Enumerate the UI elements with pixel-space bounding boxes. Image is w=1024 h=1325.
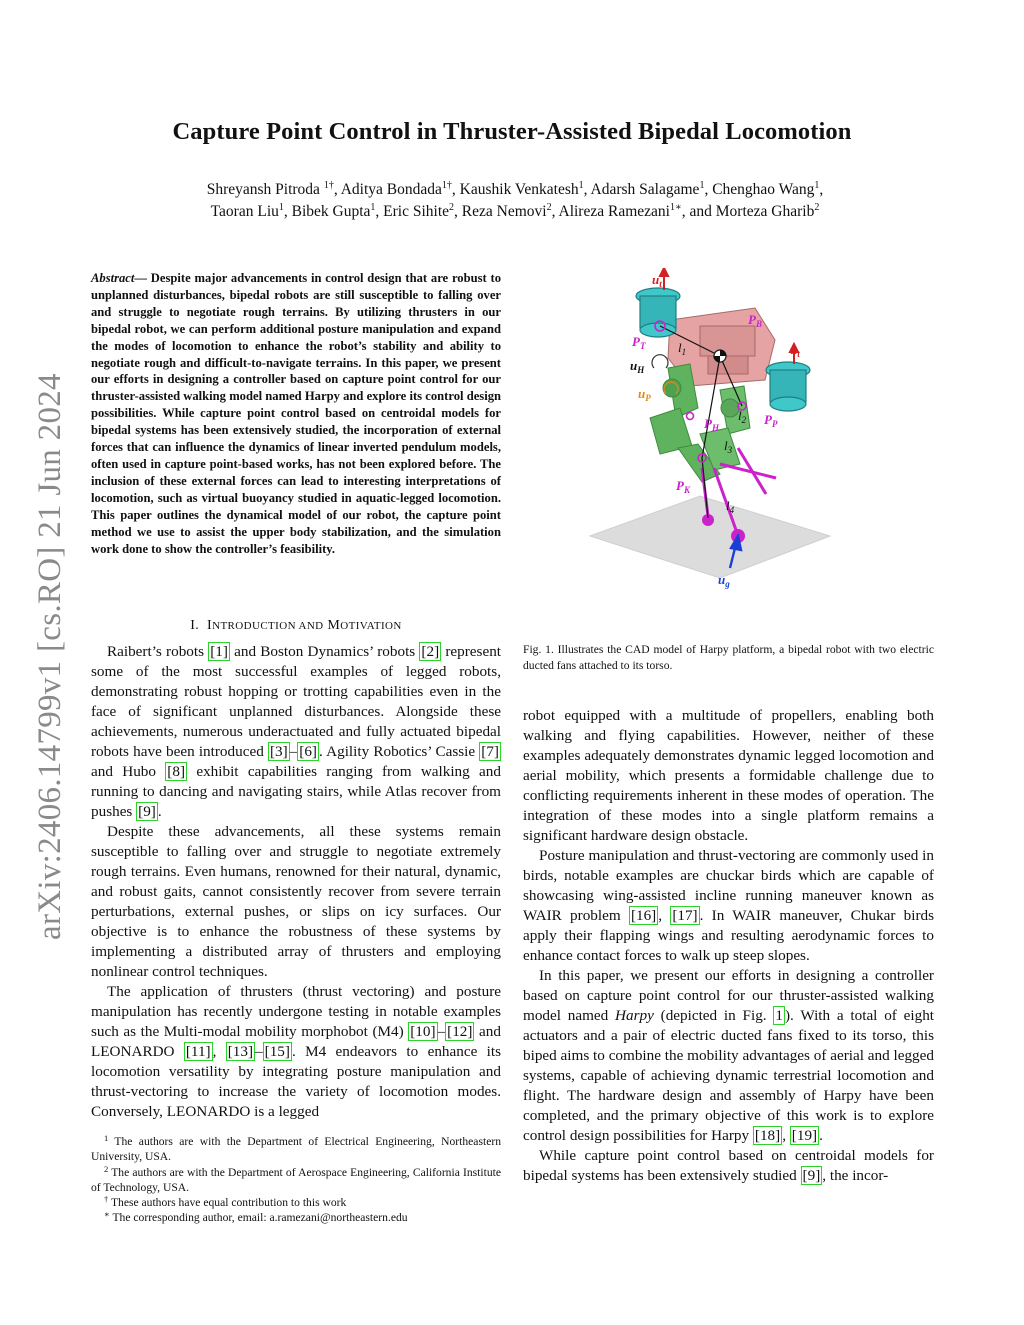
footnote: $^2$ The authors are with the Department of Aerospace Engineering, California Institute of Technology, USA. [91, 1163, 501, 1194]
author: Taoran Liu [210, 203, 279, 220]
author: Kaushik Venkatesh [459, 181, 579, 198]
paragraph: Posture manipulation and thrust-vectoring are commonly used in birds, notable examples are chuckar birds which are capable of showcasing wing-assisted incline running maneuver known as WAIR problem [16] , [17] . In WAIR maneuver, Chukar birds apply their flapping wings and resulting aerodynamic forces to enhance contact forces to walk up steep slopes. [523, 847, 935, 964]
author: Chenghao Wang [712, 181, 815, 198]
label-uh: $u_H$ [630, 358, 645, 375]
author: Bibek Gupta [291, 203, 371, 220]
left-column-body [91, 642, 501, 1122]
citation-link[interactable]: [18] [754, 1127, 781, 1144]
citation-link[interactable]: [10] [410, 1023, 436, 1040]
arxiv-stamp: arXiv:2406.14799v1 [cs.RO] 21 Jun 2024 [32, 373, 68, 940]
paragraph: While capture point control based on centroidal models for bipedal systems has been extensively studied [9] , the incor- [523, 1147, 934, 1184]
citation-link[interactable]: [11] [185, 1043, 211, 1060]
author-list: Shreyansh Pitroda $^{1\dagger}$, Aditya Bondada$^{1\dagger}$, Kaushik Venkatesh$^1$, Adarsh Salagame$^1$, Chenghao Wang$^1$, Taoran Liu$^1$, Bibek Gupta$^1$, Eric Sihite$^2$, Reza Nemovi$^2$, Alireza Ramezani$^{1∗}$, and Morteza Gharib$^2$ [206, 180, 824, 220]
paragraph: Raibert’s robots [1] and Boston Dynamics’ robots [2] represent some of the most successful examples of legged robots, demonstrating robust hopping or trotting capabilities even in the face of significant unplanned disturbances. Alongside these achievements, numerous underactuated and fully actuated bipedal robots have been introduced [3] – [6] . Agility Robotics’ Cassie [7] and Hubo [8] exhibit capabilities ranging from walking and running to dancing and navigating stairs, while Atlas recover from pushes [9] . [91, 643, 502, 820]
citation-link[interactable]: [19] [791, 1127, 818, 1144]
author: Shreyansh Pitroda [206, 181, 324, 198]
abstract-label: Abstract [91, 271, 135, 285]
footnote: † These authors have equal contribution to this work [104, 1194, 347, 1210]
hip-torque-arrow [652, 355, 668, 368]
citation-link[interactable]: [6] [299, 743, 317, 760]
citation-link[interactable]: [9] [138, 803, 156, 820]
citation-link[interactable]: [15] [264, 1043, 290, 1060]
figure-harpy-cad [580, 268, 840, 598]
paragraph: robot equipped with a multitude of propellers, enabling both walking and flying capabilities. However, neither of these examples adequately demonstrates dynamic legged locomotion and aerial mobility, which presents a formidable challenge due to conflicting requirements inherent in these modes of operation. The integration of these modes into a single platform remains a significant hardware design obstacle. [523, 707, 934, 844]
abstract-text: Despite major advancements in control design that are robust to unplanned disturbances, bipedal robots are still susceptible to falling over and struggle to negotiate rough terrains. By utilizing thrusters in our bipedal robot, we can perform additional posture manipulation and expand the modes of locomotion to enhance the robot’s stability and ability to negotiate rough and difficult-to-navigate terrains. In this paper, we present our efforts in designing a controller based on capture point control for our thruster-assisted walking model named Harpy and explore its control design possibilities. While capture point control based on centroidal models for bipedal systems has been extensively studied, the incorporation of external forces that can influence the dynamics of linear inverted pendulum models, often used in capture point-based works, has not been explored before. The inclusion of these external forces can lead to interesting interpretations of locomotion, such as virtual buoyancy studied in aquatic-legged locomotion. This paper outlines the dynamical model of our robot, the capture point method we use to assist the upper body stabilization, and the simulation work done to show the controller’s feasibility. [91, 271, 501, 556]
author: Alireza Ramezani [558, 203, 670, 220]
citation-link[interactable]: [13] [227, 1043, 254, 1060]
author: Morteza Gharib [715, 203, 815, 220]
citation-link[interactable]: [1] [210, 643, 228, 660]
abstract: Abstract— Despite major advancements in control design that are robust to unplanned disturbances, bipedal robots are still susceptible to falling over and struggle to negotiate rough terrains. By utilizing thrusters in our bipedal robot, we can perform additional posture manipulation and expand the modes of locomotion to enhance the robot’s stability and ability to negotiate rough and difficult-to-navigate terrains. In this paper, we present our efforts in designing a controller based on capture point control for our thruster-assisted walking model named Harpy and explore its control design possibilities. While capture point control based on centroidal models for bipedal systems has been extensively studied, the incorporation of external forces that can influence the dynamics of linear inverted pendulum models, often used in capture point-based works, has not been explored before. The inclusion of these external forces can lead to interesting interpretations of locomotion, such as virtual buoyancy studied in aquatic-legged locomotion. This paper outlines the dynamical model of our robot, the capture point method we use to assist the upper body stabilization, and the simulation work done to show the controller’s feasibility. [91, 271, 501, 556]
com-marker [714, 350, 726, 362]
label-pk: $P_K$ [676, 478, 690, 495]
citation-link[interactable]: [16] [630, 907, 657, 924]
figure-caption: Fig. 1. Illustrates the CAD model of Harpy platform, a bipedal robot with two electric ducted fans attached to its torso. [523, 643, 934, 672]
left-fan [636, 288, 680, 337]
label-up: $u_P$ [638, 386, 651, 403]
paper-title: Capture Point Control in Thruster-Assisted Bipedal Locomotion [172, 118, 852, 145]
citation-link[interactable]: [9] [802, 1167, 821, 1184]
label-ut-right: $u_t$ [790, 342, 800, 359]
label-ug: $u_g$ [718, 572, 730, 589]
ground-plane [590, 496, 830, 578]
label-l3: $l_3$ [724, 438, 733, 455]
citation-link[interactable]: [8] [167, 763, 186, 780]
citation-link[interactable]: [17] [672, 907, 698, 924]
author: Adarsh Salagame [590, 181, 700, 198]
citation-link[interactable]: [2] [421, 643, 440, 660]
footnote: $^1$ The authors are with the Department of Electrical Engineering, Northeastern University, USA. [91, 1133, 501, 1164]
label-l1: $l_1$ [678, 340, 687, 357]
right-column-body [523, 706, 934, 1186]
figure-link[interactable]: 1 [775, 1007, 783, 1024]
paragraph: In this paper, we present our efforts in designing a controller based on capture point control for our thruster-assisted walking model named Harpy (depicted in Fig. 1 ). With a total of eight actuators and a pair of electric ducted fans fixed to its torso, this biped aims to combine the mobility advantages of aerial and legged systems, capable of achieving dynamic terrestrial locomotion and flight. The hardware design and assembly of Harpy have been completed, and the primary objective of this work is to explore control design possibilities for Harpy [18] , [19] . [523, 967, 935, 1144]
right-fan [766, 362, 810, 411]
citation-link[interactable]: [3] [269, 743, 288, 760]
label-l2: $l_2$ [738, 408, 747, 425]
label-pt: $P_T$ [632, 334, 646, 351]
label-ut-left: $u_t$ [652, 272, 662, 289]
paragraph: The application of thrusters (thrust vectoring) and posture manipulation has recently undergone testing in notable examples such as the Multi-modal mobility morphobot (M4) [10] – [12] and LEONARDO [11] , [13] – [15] . M4 endeavors to enhance its locomotion versatility by integrating posture manipulation and thrust-vectoring to increase the variety of locomotion modes. Conversely, LEONARDO is a legged [91, 983, 502, 1120]
citation-link[interactable]: [12] [447, 1023, 473, 1040]
author: Aditya Bondada [340, 181, 442, 198]
label-pb: $P_B$ [748, 312, 762, 329]
section-heading: I. INTRODUCTION AND MOTIVATION [190, 618, 402, 633]
author: Reza Nemovi [461, 203, 547, 220]
footnotes [91, 1134, 501, 1226]
paragraph: Despite these advancements, all these systems remain susceptible to falling over and struggle to negotiate extremely rough terrains. Even humans, renowned for their natural, dynamic, and robust gaits, cannot consistently recover from severe terrain perturbations, external pushes, or slips on icy surfaces. Our objective is to enhance the robustness of these systems by implementing a distributed array of thrusters and employing nonlinear control techniques. [91, 823, 501, 980]
citation-link[interactable]: [7] [481, 743, 499, 760]
label-l4: $l_4$ [726, 498, 735, 515]
label-ph: $P_H$ [704, 416, 719, 433]
author: Eric Sihite [383, 203, 450, 220]
footnote: ∗ The corresponding author, email: a.ramezani@northeastern.edu [104, 1209, 408, 1225]
label-pp: $P_P$ [764, 412, 778, 429]
